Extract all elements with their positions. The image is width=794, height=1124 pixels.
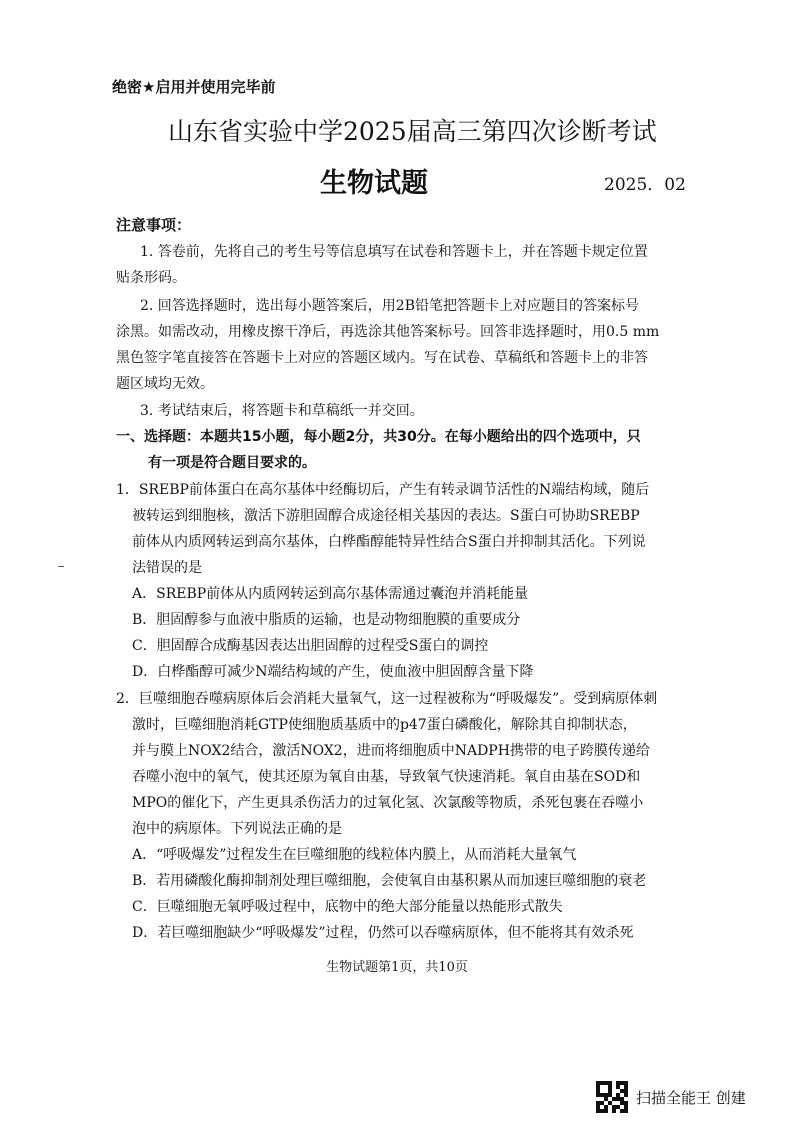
scanner-watermark: [596, 1081, 746, 1113]
exam-title: 山东省实验中学2025届高三第四次诊断考试: [168, 117, 657, 146]
q2-stem-line: 并与膜上NOX2结合，激活NOX2，进而将细胞质中NADPH携带的电子跨膜传递给: [132, 743, 650, 759]
notice-line: 1. 答卷前，先将自己的考生号等信息填写在试卷和答题卡上，并在答题卡规定位置: [140, 244, 648, 260]
q2-option-b: B．若用磷酸化酶抑制剂处理巨噬细胞，会使氧自由基积累从而加速巨噬细胞的衰老: [132, 873, 647, 889]
margin-mark: [58, 566, 64, 567]
q1-option-c: C．胆固醇合成酶基因表达出胆固醇的过程受S蛋白的调控: [132, 638, 489, 654]
subject-title: 生物试题: [320, 168, 428, 199]
notice-line: 题区域均无效。: [116, 376, 214, 392]
q2-option-a: A．“呼吸爆发”过程发生在巨噬细胞的线粒体内膜上，从而消耗大量氧气: [132, 847, 577, 863]
q1-option-b: B．胆固醇参与血液中脂质的运输，也是动物细胞膜的重要成分: [132, 612, 521, 628]
notice-line: 3. 考试结束后，将答题卡和草稿纸一并交回。: [140, 403, 424, 419]
notice-line: 贴条形码。: [116, 270, 186, 286]
confidential-label: 绝密★启用并使用完毕前: [112, 78, 276, 96]
section-heading: 一、选择题：本题共15小题，每小题2分，共30分。在每小题给出的四个选项中，只: [116, 429, 641, 445]
q1-stem-line: 被转运到细胞核，激活下游胆固醇合成途径相关基因的表达。S蛋白可协助SREBP: [132, 508, 640, 524]
q2-option-d: D．若巨噬细胞缺少“呼吸爆发”过程，仍然可以吞噬病原体，但不能将其有效杀死: [132, 925, 634, 941]
q2-stem-line: 激时，巨噬细胞消耗GTP使细胞质基质中的p47蛋白磷酸化，解除其自抑制状态，: [132, 717, 637, 733]
q1-option-a: A．SREBP前体从内质网转运到高尔基体需通过囊泡并消耗能量: [132, 586, 529, 602]
q2-stem-line: 吞噬小泡中的氧气，使其还原为氧自由基，导致氧气快速消耗。氧自由基在SOD和: [132, 769, 641, 785]
notice-line: 涂黑。如需改动，用橡皮擦干净后，再选涂其他答案标号。回答非选择题时，用0.5 mm: [116, 324, 660, 340]
q2-option-c: C．巨噬细胞无氧呼吸过程中，底物中的绝大部分能量以热能形式散失: [132, 899, 563, 915]
notice-line: 黑色签字笔直接答在答题卡上对应的答题区域内。写在试卷、草稿纸和答题卡上的非答: [116, 350, 648, 366]
q2-stem-line: 2．巨噬细胞吞噬病原体后会消耗大量氧气，这一过程被称为“呼吸爆发”。受到病原体刺: [116, 691, 658, 707]
notice-line: 2. 回答选择题时，选出每小题答案后，用2B铅笔把答题卡上对应题目的答案标号: [140, 298, 640, 314]
exam-date: 2025．02: [604, 175, 686, 195]
notice-heading: 注意事项：: [116, 216, 192, 234]
qr-code-icon: [596, 1081, 628, 1113]
scanner-label: 扫描全能王 创建: [636, 1088, 746, 1107]
q2-stem-line: MPO的催化下，产生更具杀伤活力的过氧化氢、次氯酸等物质，杀死包裹在吞噬小: [132, 795, 644, 811]
section-heading-cont: 有一项是符合题目要求的。: [148, 455, 316, 471]
page-footer: 生物试题第1页，共10页: [326, 960, 468, 975]
q1-option-d: D．白桦酯醇可减少N端结构域的产生，使血液中胆固醇含量下降: [132, 664, 534, 680]
q1-stem-line: 1．SREBP前体蛋白在高尔基体中经酶切后，产生有转录调节活性的N端结构域，随后: [116, 482, 650, 498]
q1-stem-line: 法错误的是: [132, 560, 202, 576]
q2-stem-line: 泡中的病原体。下列说法正确的是: [132, 821, 342, 837]
q1-stem-line: 前体从内质网转运到高尔基体，白桦酯醇能特异性结合S蛋白并抑制其活化。下列说: [132, 534, 646, 550]
